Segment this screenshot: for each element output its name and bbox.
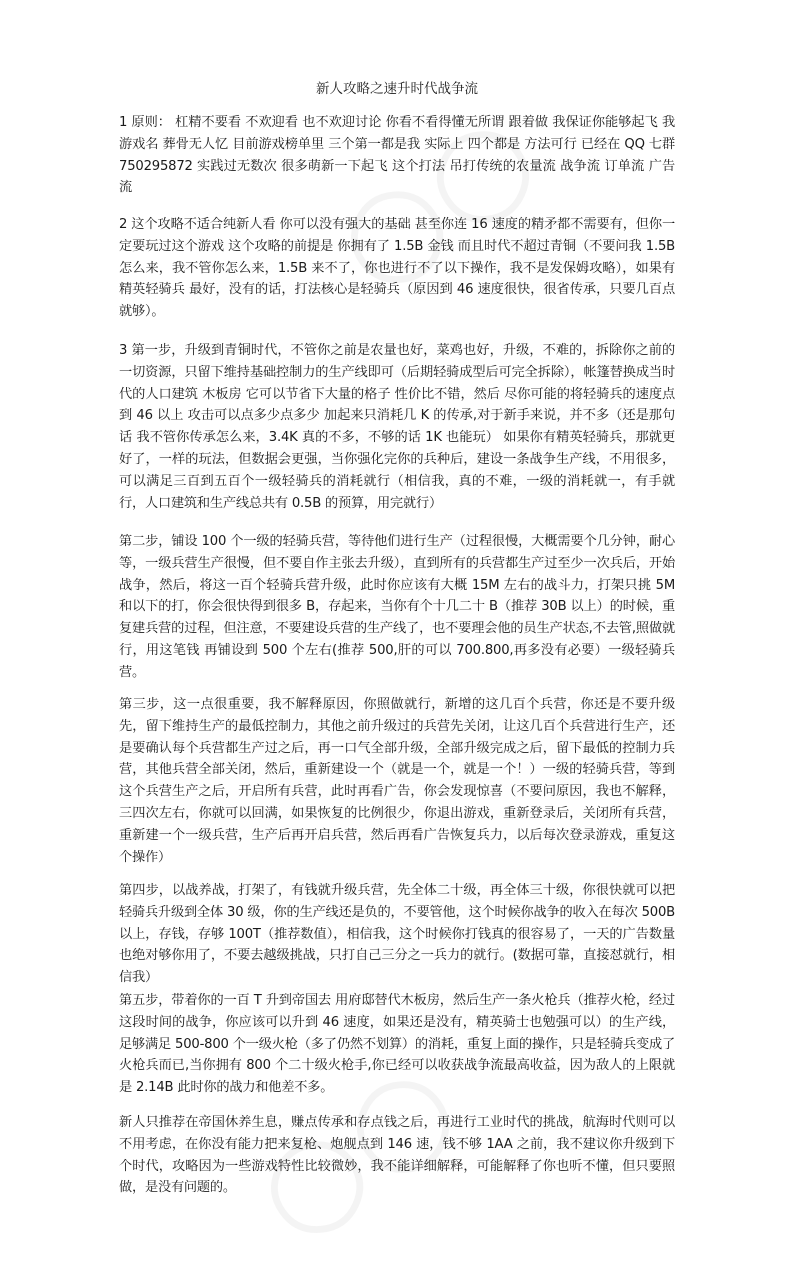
paragraph-step-two: 第二步，铺设 100 个一级的轻骑兵营，等待他们进行生产（过程很慢，大概需要个几分钟，耐心等，一级兵营生产很慢，但不要自作主张去升级），直到所有的兵营都生产过至少一次兵后，开始战争，然后，将这一百个轻骑兵营升级，此时你应该有大概 15M 左右的战斗力，打架只挑 5M 和以下的打，你会很快得到很多 B，存起来，当你有个十几二十 B（推荐 30B 以上）的时候，重复建兵营的过程，但注意，不要建设兵营的生产线了，也不要理会他的员生产状态,不去管,照做就行，用这笔钱 再铺设到 500 个左右(推荐 500,肝的可以 700.800,再多没有必要）一级轻骑兵营。 <box>119 534 675 680</box>
paragraph-step-three: 第三步，这一点很重要，我不解释原因，你照做就行，新增的这几百个兵营，你还是不要升级先，留下维持生产的最低控制力，其他之前升级过的兵营先关闭，让这几百个兵营进行生产，还是要确认每个兵营都生产过之后，再一口气全部升级，全部升级完成之后，留下最低的控制力兵营，其他兵营全部关闭，然后，重新建设一个（就是一个，就是一个！）一级的轻骑兵营，等到这个兵营生产之后，开启所有兵营，此时再看广告，你会发现惊喜（不要问原因，我也不解释，三四次左右，你就可以回满，如果恢复的比例很少，你退出游戏，重新登录后，关闭所有兵营，重新建一个一级兵营，生产后再开启兵营，然后再看广告恢复兵力，以后每次登录游戏，重复这个操作） <box>119 697 675 865</box>
paragraph-conclusion: 新人只推荐在帝国休养生息，赚点传承和存点钱之后，再进行工业时代的挑战，航海时代则可以不用考虑，在你没有能力把来复枪、炮舰点到 146 速，钱不够 1AA 之前，我不建议你升级到下个时代，攻略因为一些游戏特性比较微妙，我不能详细解释，可能解释了你也听不懂，但只要照做，是没有问题的。 <box>119 1115 675 1196</box>
paragraph-prerequisite: 2 这个攻略不适合纯新人看 你可以没有强大的基础 甚至你连 16 速度的精矛都不需要有，但你一定要玩过这个游戏 这个攻略的前提是 你拥有了 1.5B 金钱 而且时代不超过青铜（不要问我 1.5B 怎么来，我不管你怎么来，1.5B 来不了，你也进行不了以下操作，我不是发保姆攻略），如果有精英轻骑兵 最好，没有的话，打法核心是轻骑兵（原因到 46 速度很快，很省传承，只要几百点就够）。 <box>119 217 675 320</box>
paragraph-principle: 1 原则： 杠精不要看 不欢迎看 也不欢迎讨论 你看不看得懂无所谓 跟着做 我保证你能够起飞 我游戏名 葬骨无人忆 目前游戏榜单里 三个第一都是我 实际上 四个都是 方法可行 已经在 QQ 七群 750295872 实践过无数次 很多萌新一下起飞 这个打法 吊打传统的农量流 战争流 订单流 广告流 <box>119 115 675 196</box>
paragraph-step-four: 第四步，以战养战，打架了，有钱就升级兵营，先全体二十级，再全体三十级，你很快就可以把轻骑兵升级到全体 30 级，你的生产线还是负的，不要管他，这个时候你战争的收入在每次 500B 以上，存钱，存够 100T（推荐数值），相信我，这个时候你打钱真的很容易了，一天的广告数量也绝对够你用了，不要去越级挑战，只打自己三分之一兵力的就行。(数据可靠，直接怼就行，相信我） <box>119 883 675 986</box>
paragraph-step-one: 3 第一步，升级到青铜时代，不管你之前是农量也好，菜鸡也好，升级，不难的，拆除你之前的一切资源，只留下维持基础控制力的生产线即可（后期轻骑成型后可完全拆除），帐篷替换成当时代的人口建筑 木板房 它可以节省下大量的格子 性价比不错，然后 尽你可能的将轻骑兵的速度点到 46 以上 攻击可以点多少点多少 加起来只消耗几 K 的传承,对于新手来说，并不多（还是那句话 我不管你传承怎么来，3.4K 真的不多，不够的话 1K 也能玩） 如果你有精英轻骑兵，那就更好了，一样的玩法，但数据会更强，当你强化完你的兵种后，建设一条战争生产线，不用很多，可以满足三百到五百个一级轻骑兵的消耗就行（相信我，真的不难，一级的消耗就一，有手就行，人口建筑和生产线总共有 0.5B 的预算，用完就行） <box>119 343 675 511</box>
document-title: 新人攻略之速升时代战争流 <box>316 81 478 97</box>
paragraph-step-five: 第五步，带着你的一百 T 升到帝国去 用府邸替代木板房，然后生产一条火枪兵（推荐火枪，经过这段时间的战争，你应该可以升到 46 速度，如果还是没有，精英骑士也勉强可以）的生产线，足够满足 500-800 个一级火枪（多了仍然不划算）的消耗，重复上面的操作，只是轻骑兵变成了火枪兵而已,当你拥有 800 个二十级火枪手,你已经可以收获战争流最高收益，因为敌人的上限就是 2.14B 此时你的战力和他差不多。 <box>119 993 675 1096</box>
